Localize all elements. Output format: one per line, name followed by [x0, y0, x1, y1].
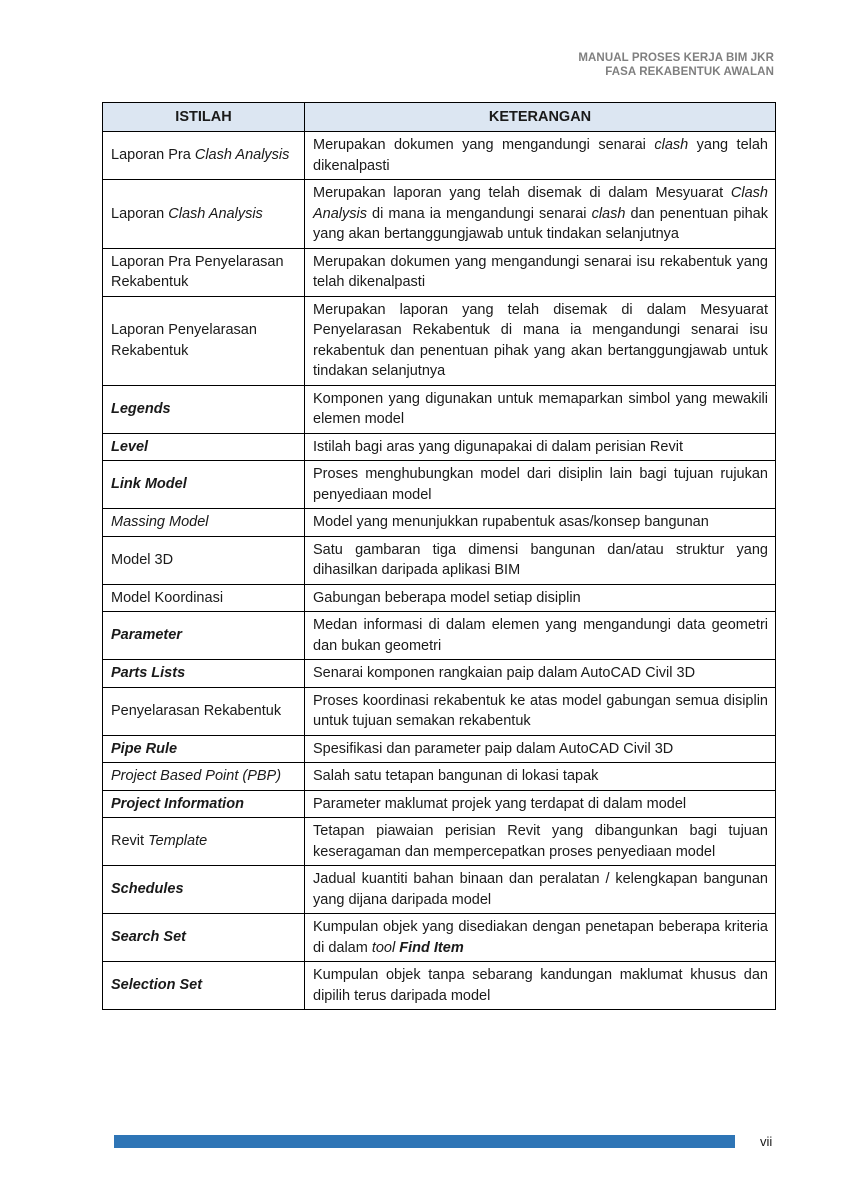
description-cell: [305, 914, 776, 962]
description-text: Find Item: [399, 939, 464, 956]
description-cell: [305, 180, 776, 249]
description-text: Kumpulan objek tanpa sebarang kandungan maklumat khusus dan dipilih terus daripada model: [313, 967, 768, 1004]
column-header-description: KETERANGAN: [305, 103, 776, 132]
description-text: Kumpulan objek yang disediakan dengan penetapan beberapa kriteria di dalam: [313, 919, 768, 956]
description-text: Jadual kuantiti bahan binaan dan peralatan / kelengkapan bangunan yang dijana daripada model: [313, 871, 768, 908]
term-cell: [103, 461, 305, 509]
description-cell: [305, 536, 776, 584]
description-text: Tetapan piawaian perisian Revit yang dibangunkan bagi tujuan keseragaman dan mempercepatkan proses penyediaan model: [313, 823, 768, 860]
description-cell: [305, 866, 776, 914]
table-row: [103, 248, 776, 296]
glossary-body: [103, 132, 776, 1010]
description-cell: [305, 248, 776, 296]
description-text: Proses koordinasi rekabentuk ke atas model gabungan semua disiplin untuk tujuan semakan rekabentuk: [313, 692, 768, 729]
table-row: [103, 433, 776, 461]
term-text: Project Based Point (PBP): [111, 768, 282, 784]
table-row: [103, 296, 776, 385]
term-cell: [103, 866, 305, 914]
term-cell: [103, 296, 305, 385]
table-row: [103, 735, 776, 763]
description-text: Salah satu tetapan bangunan di lokasi tapak: [313, 768, 599, 784]
table-row: [103, 790, 776, 818]
term-cell: [103, 536, 305, 584]
term-cell: [103, 385, 305, 433]
table-row: [103, 818, 776, 866]
description-text: di mana ia mengandungi senarai: [367, 205, 592, 222]
term-text: Clash Analysis: [168, 205, 263, 222]
term-cell: [103, 687, 305, 735]
description-text: tool: [371, 939, 396, 956]
description-cell: [305, 962, 776, 1010]
table-row: [103, 509, 776, 537]
table-row: [103, 914, 776, 962]
description-text: Parameter maklumat projek yang terdapat di dalam model: [313, 795, 687, 812]
description-text: clash: [591, 205, 626, 222]
term-text: Laporan Pra: [111, 147, 195, 164]
description-cell: [305, 461, 776, 509]
description-cell: [305, 660, 776, 688]
table-row: [103, 385, 776, 433]
description-text: Merupakan laporan yang telah disemak di dalam Mesyuarat Penyelarasan Rekabentuk di mana ia mengandungi senarai isu rekabentuk dan penentuan pihak yang akan bertanggungjawab untuk tindakan selanjutnya: [313, 301, 768, 379]
term-text: Parts Lists: [111, 665, 186, 681]
term-text: Project Information: [111, 795, 244, 812]
description-cell: [305, 385, 776, 433]
description-text: Proses menghubungkan model dari disiplin lain bagi tujuan rujukan penyediaan model: [313, 466, 768, 503]
term-text: Parameter: [111, 627, 182, 644]
description-cell: [305, 433, 776, 461]
term-text: Level: [111, 438, 149, 455]
term-cell: [103, 790, 305, 818]
term-cell: [103, 180, 305, 249]
term-cell: [103, 612, 305, 660]
glossary-table: [102, 102, 776, 1010]
description-cell: [305, 584, 776, 612]
term-cell: [103, 914, 305, 962]
term-cell: [103, 818, 305, 866]
term-text: Model Koordinasi: [111, 589, 224, 606]
term-cell: [103, 584, 305, 612]
description-text: Clash Analysis: [313, 185, 768, 222]
term-text: Clash Analysis: [194, 147, 290, 164]
term-text: Model 3D: [111, 551, 174, 568]
table-row: [103, 132, 776, 180]
term-cell: [103, 433, 305, 461]
description-text: Merupakan dokumen yang mengandungi senarai isu rekabentuk yang telah dikenalpasti: [313, 253, 768, 290]
description-cell: [305, 763, 776, 791]
description-text: Medan informasi di dalam elemen yang mengandungi data geometri dan bukan geometri: [313, 617, 768, 654]
term-text: Search Set: [111, 929, 186, 946]
description-text: Merupakan laporan yang telah disemak di dalam Mesyuarat: [313, 185, 731, 201]
term-text: Schedules: [111, 881, 184, 898]
header-title: MANUAL PROSES KERJA BIM JKR: [578, 52, 774, 64]
term-cell: [103, 132, 305, 180]
term-text: Massing Model: [111, 514, 209, 530]
table-row: [103, 763, 776, 791]
description-text: Satu gambaran tiga dimensi bangunan dan/atau struktur yang dihasilkan daripada aplikasi BIM: [313, 541, 768, 578]
document-header: [578, 51, 774, 79]
footer-bar: [114, 1135, 735, 1148]
description-text: dan penentuan pihak yang akan bertanggungjawab untuk tindakan selanjutnya: [313, 205, 768, 242]
column-header-term: ISTILAH: [103, 103, 305, 132]
description-cell: [305, 687, 776, 735]
term-text: Laporan Pra Penyelarasan Rekabentuk: [111, 253, 284, 290]
description-text: yang telah dikenalpasti: [313, 137, 768, 174]
term-text: Selection Set: [111, 977, 203, 994]
description-text: Komponen yang digunakan untuk memaparkan simbol yang mewakili elemen model: [313, 390, 768, 427]
description-cell: [305, 818, 776, 866]
table-row: [103, 584, 776, 612]
description-text: Istilah bagi aras yang digunapakai di dalam perisian Revit: [313, 438, 683, 455]
term-text: Penyelarasan Rekabentuk: [111, 702, 282, 719]
term-text: Pipe Rule: [111, 740, 178, 757]
header-subtitle: FASA REKABENTUK AWALAN: [605, 66, 774, 78]
table-row: [103, 180, 776, 249]
term-text: Legends: [111, 400, 171, 417]
table-row: [103, 612, 776, 660]
description-cell: [305, 735, 776, 763]
table-row: [103, 866, 776, 914]
description-text: Gabungan beberapa model setiap disiplin: [313, 589, 581, 606]
description-text: Merupakan dokumen yang mengandungi senarai: [313, 137, 655, 153]
term-cell: [103, 763, 305, 791]
description-text: clash: [654, 137, 689, 153]
description-cell: [305, 296, 776, 385]
description-cell: [305, 132, 776, 180]
page-number: vii: [760, 1134, 773, 1149]
table-row: [103, 687, 776, 735]
description-cell: [305, 790, 776, 818]
term-cell: [103, 735, 305, 763]
term-cell: [103, 509, 305, 537]
description-cell: [305, 612, 776, 660]
term-cell: [103, 962, 305, 1010]
table-header-row: [103, 103, 776, 132]
description-text: Senarai komponen rangkaian paip dalam AutoCAD Civil 3D: [313, 665, 696, 681]
term-cell: [103, 660, 305, 688]
description-cell: [305, 509, 776, 537]
term-cell: [103, 248, 305, 296]
description-text: Model yang menunjukkan rupabentuk asas/konsep bangunan: [313, 514, 709, 530]
table-row: [103, 660, 776, 688]
term-text: Revit: [111, 833, 149, 850]
table-row: [103, 536, 776, 584]
term-text: Laporan: [111, 205, 169, 222]
term-text: Link Model: [111, 476, 187, 493]
table-row: [103, 962, 776, 1010]
description-text: Spesifikasi dan parameter paip dalam AutoCAD Civil 3D: [313, 740, 674, 757]
term-text: Laporan Penyelarasan Rekabentuk: [111, 322, 257, 359]
term-text: Template: [148, 833, 208, 850]
table-row: [103, 461, 776, 509]
